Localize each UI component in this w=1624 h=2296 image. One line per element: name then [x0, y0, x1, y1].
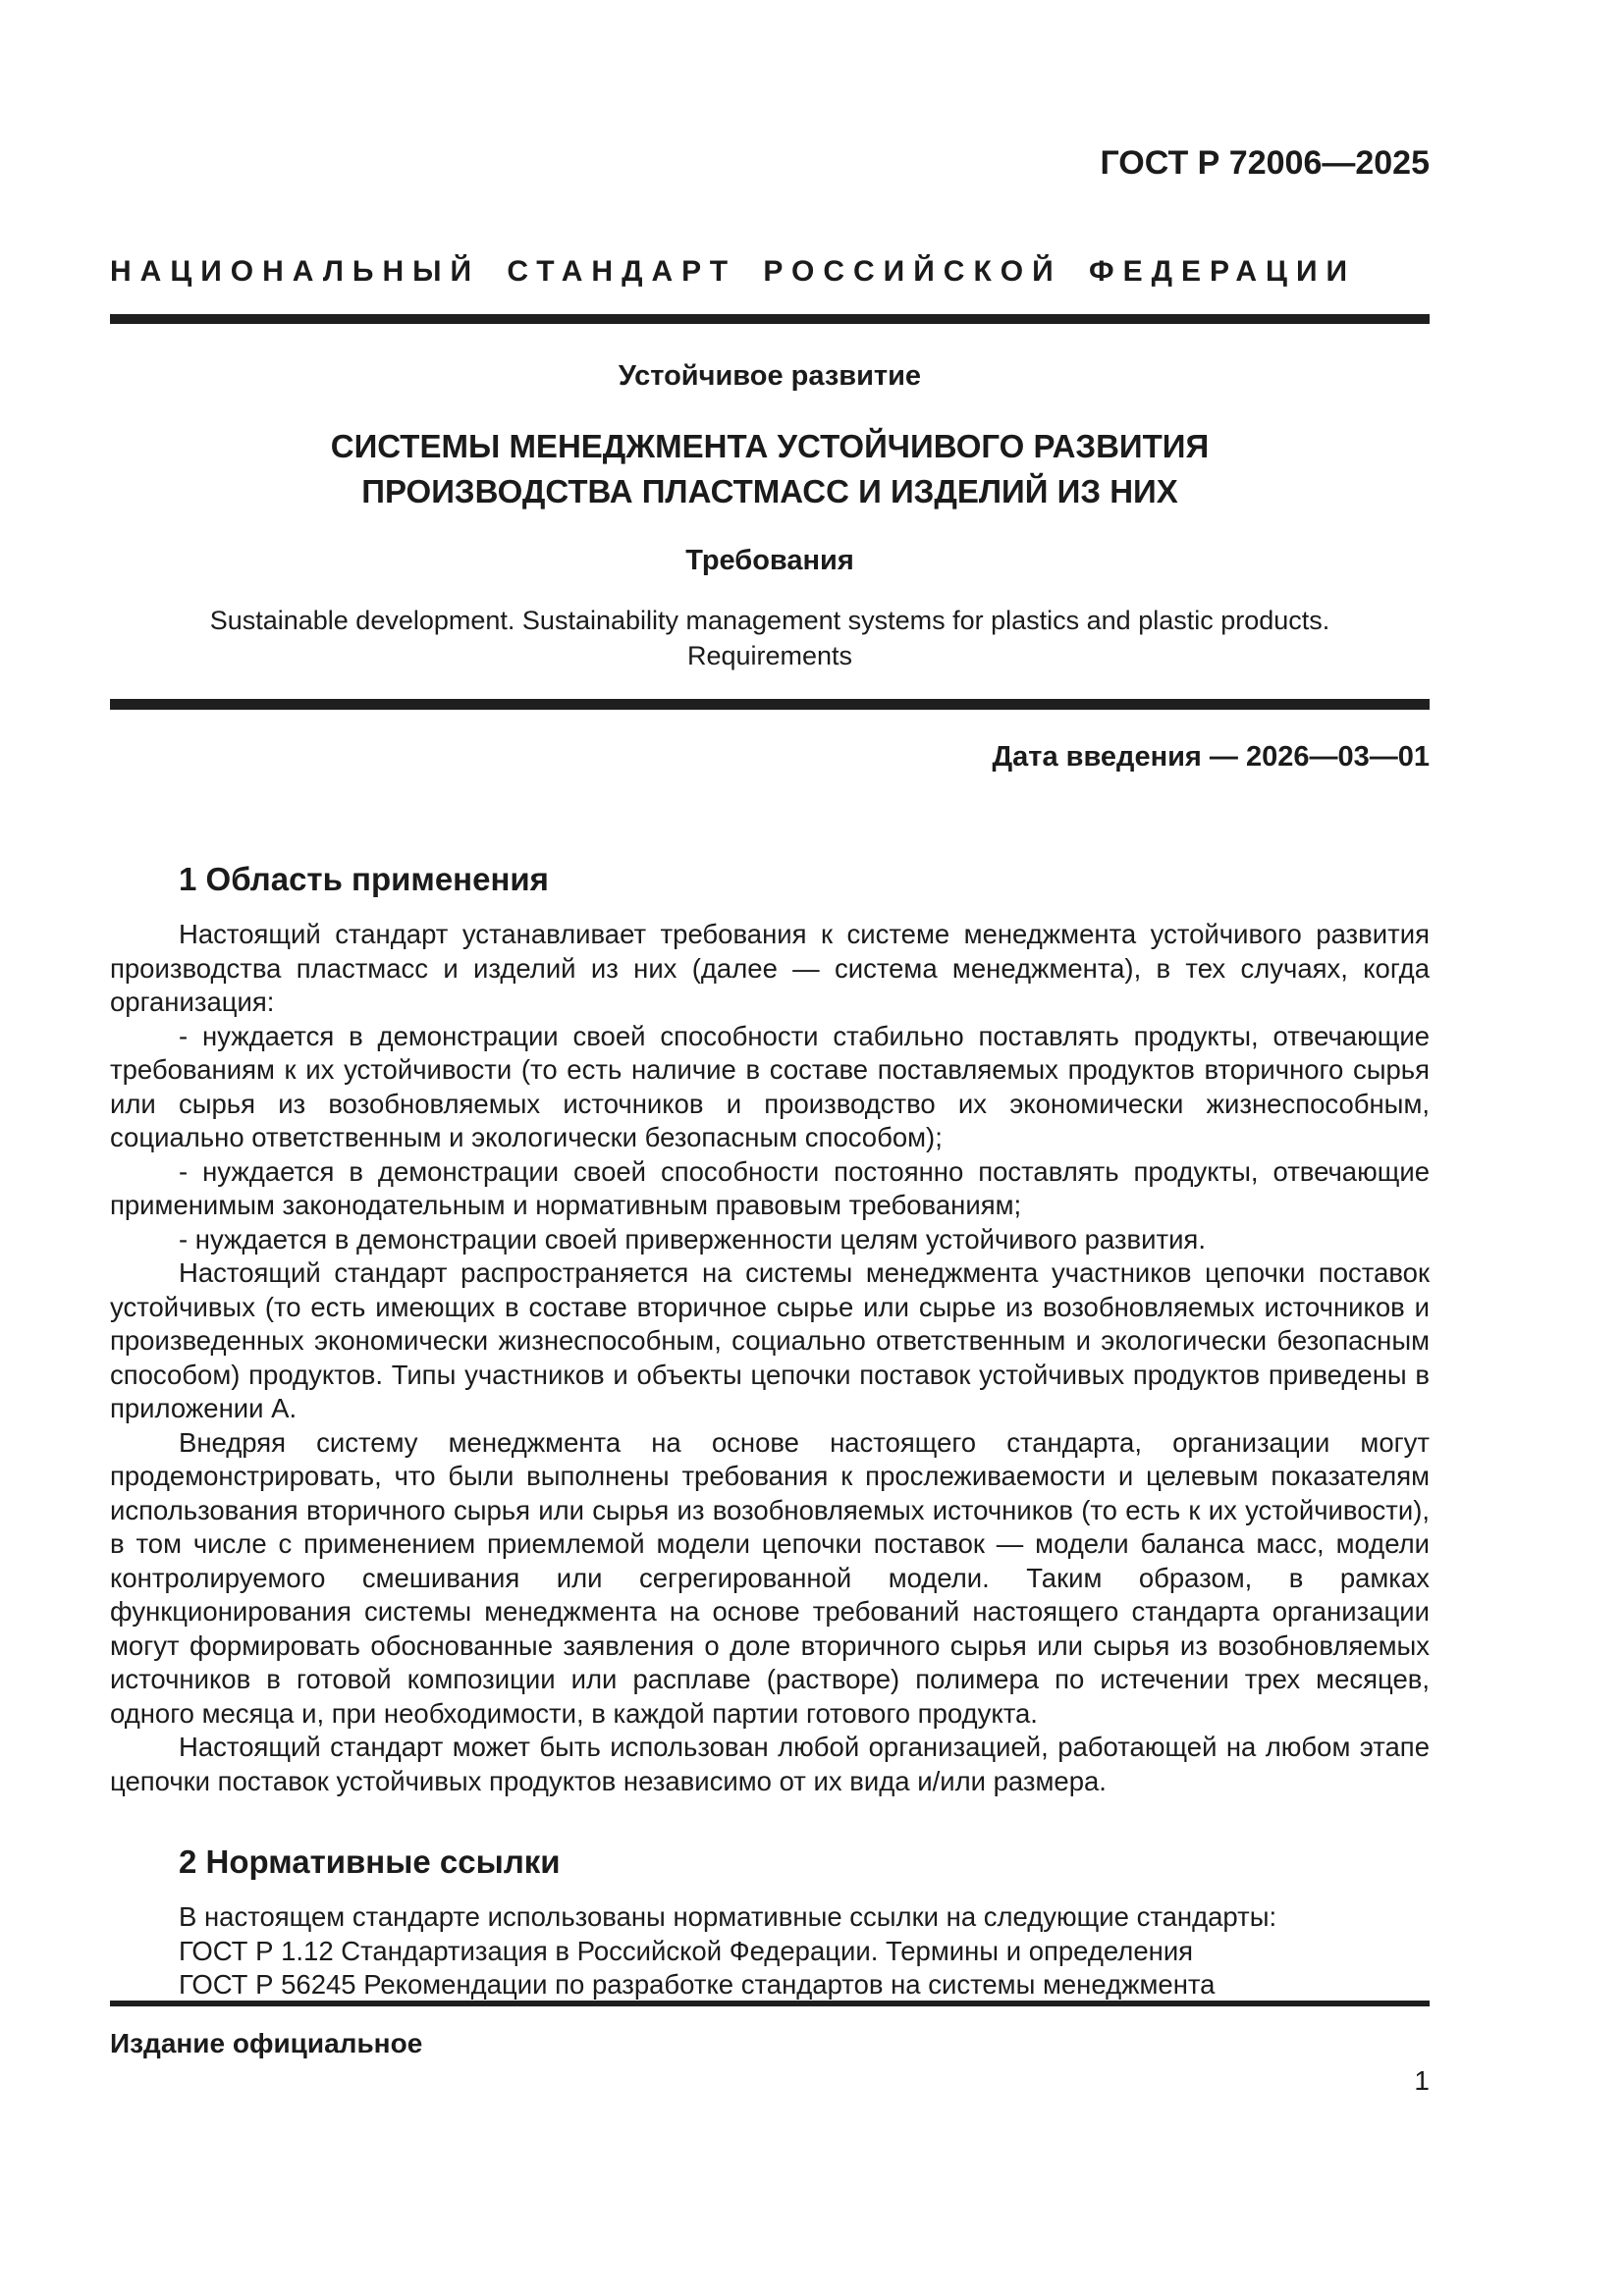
paragraph-bullet: - нуждается в демонстрации своей способности стабильно поставлять продукты, отвечающие требованиям к их устойчивости (то есть наличие в составе поставляемых продуктов вторичного сырья или сырья из возобновляемых источников и производство их экономически жизнеспособным, социально ответственным и экологически безопасным способом); [110, 1020, 1430, 1152]
paragraph: В настоящем стандарте использованы нормативные ссылки на следующие стандарты: [179, 1901, 1277, 1932]
doc-code: ГОСТ Р 72006—2025 [1100, 144, 1430, 182]
english-title-line-1: Sustainable development. Sustainability management systems for plastics and plastic products. [209, 606, 1330, 635]
page-number: 1 [1414, 2065, 1430, 2096]
normative-refs-list [110, 1900, 1430, 2002]
paragraph-bullet: - нуждается в демонстрации своей способности постоянно поставлять продукты, отвечающие применимым законодательным и нормативным правовым требованиям; [110, 1155, 1430, 1220]
english-title [110, 603, 1430, 673]
national-standard-banner: НАЦИОНАЛЬНЫЙ СТАНДАРТ РОССИЙСКОЙ ФЕДЕРАЦИИ [110, 255, 1357, 288]
edition-note: Издание официальное [110, 2028, 423, 2058]
main-title-line-2: ПРОИЗВОДСТВА ПЛАСТМАСС И ИЗДЕЛИЙ ИЗ НИХ [361, 473, 1178, 509]
normative-ref-item: ГОСТ Р 1.12 Стандартизация в Российской Федерации. Термины и определения [179, 1935, 1194, 1966]
section-heading-scope: 1 Область применения [179, 861, 549, 897]
section-heading-normative-refs: 2 Нормативные ссылки [179, 1843, 561, 1880]
paragraph-bullet: - нуждается в демонстрации своей приверженности целям устойчивого развития. [179, 1223, 1206, 1255]
paragraph: Настоящий стандарт устанавливает требования к системе менеджмента устойчивого развития производства пластмасс и изделий из них (далее — система менеджмента), в тех случаях, когда организация: [110, 919, 1430, 1017]
subject-title: Устойчивое развитие [618, 360, 922, 392]
paragraph: Внедряя систему менеджмента на основе настоящего стандарта, организации могут продемонстрировать, что были выполнены требования к прослеживаемости и целевым показателям использования вторичного сырья или сырья из возобновляемых источников (то есть к их устойчивости), в том числе с применением приемлемой модели цепочки поставок — модели баланса масс, модели контролируемого смешивания или сегрегированной модели. Таким образом, в рамках функционирования системы менеджмента на основе требований настоящего стандарта организации могут формировать обоснованные заявления о доле вторичного сырья или сырья из возобновляемых источников в готовой композиции или расплаве (растворе) полимера по истечении трех месяцев, одного месяца и, при необходимости, в каждой партии готового продукта. [110, 1426, 1430, 1729]
paragraph: Настоящий стандарт распространяется на системы менеджмента участников цепочки поставок устойчивых (то есть имеющих в составе вторичное сырье или сырье из возобновляемых источников и произведенных экономически жизнеспособным, социально ответственным и экологически безопасным способом) продуктов. Типы участников и объекты цепочки поставок устойчивых продуктов приведены в приложении А. [110, 1257, 1430, 1423]
normative-ref-item: ГОСТ Р 56245 Рекомендации по разработке стандартов на системы менеджмента [179, 1969, 1216, 2000]
english-title-line-2: Requirements [686, 641, 853, 670]
footer-rule [110, 2001, 1430, 2006]
page-content [110, 0, 1430, 2002]
paragraph: Настоящий стандарт может быть использован любой организацией, работающей на любом этапе цепочки поставок устойчивых продуктов независимо от их вида и/или размера. [110, 1732, 1430, 1796]
header-rule-bottom [110, 699, 1430, 710]
main-title [110, 424, 1430, 514]
subtitle-requirements: Требования [685, 545, 854, 576]
main-title-line-1: СИСТЕМЫ МЕНЕДЖМЕНТА УСТОЙЧИВОГО РАЗВИТИЯ [330, 428, 1210, 464]
header-rule-top [110, 314, 1430, 324]
effective-date: Дата введения — 2026—03—01 [992, 741, 1430, 773]
